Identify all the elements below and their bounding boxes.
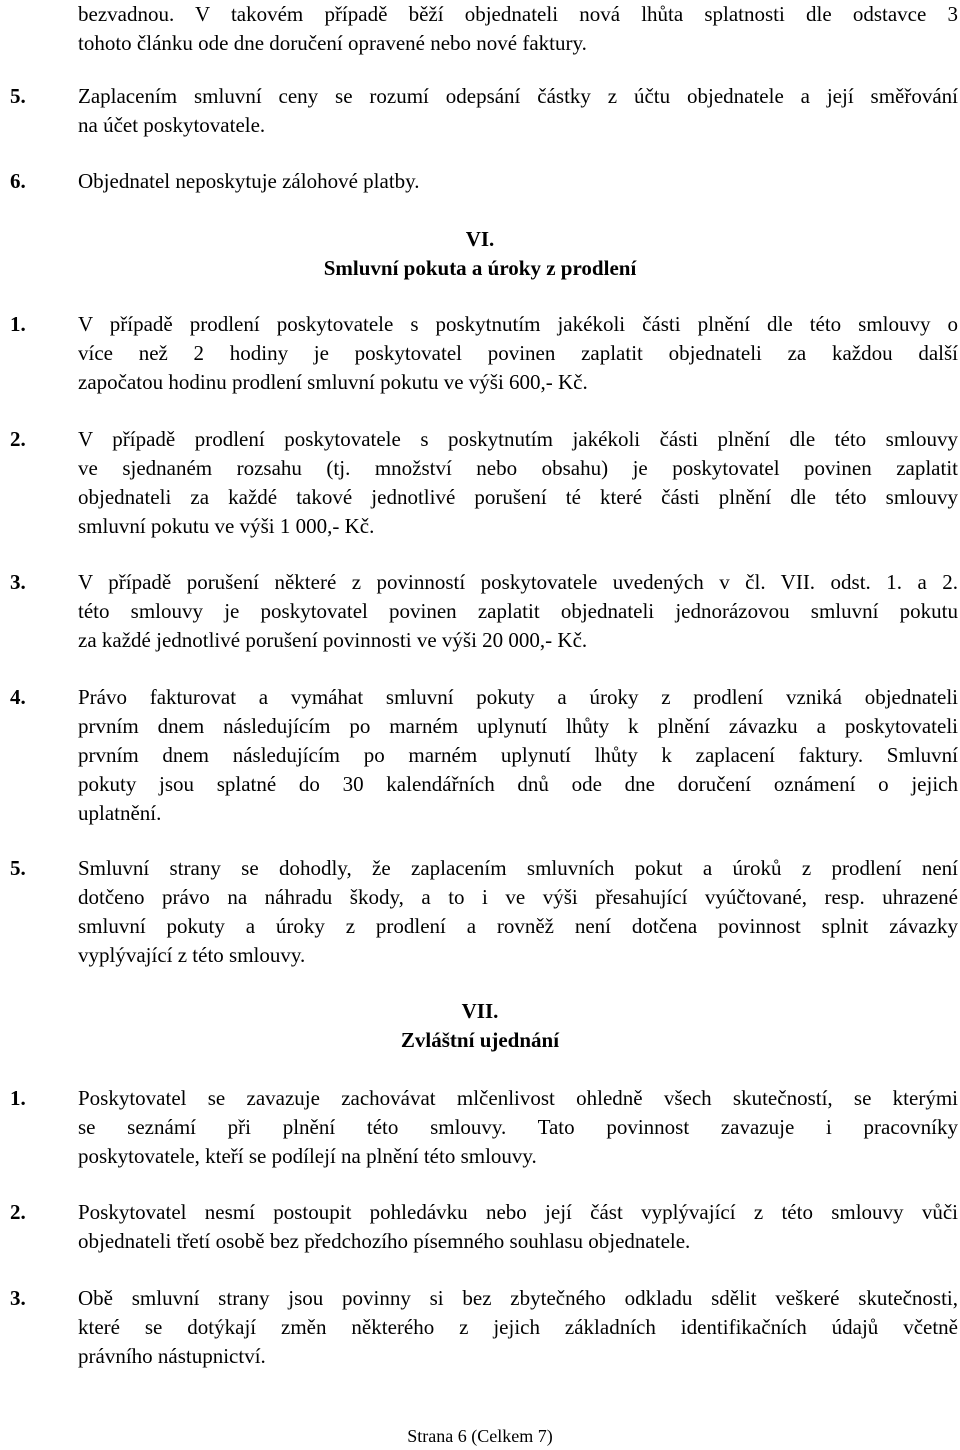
text-line: za každé jednotlivé porušení povinnosti ve výši 20 000,- Kč. [78, 628, 588, 652]
text-line: Smluvní strany se dohodly, že zaplacením smluvních pokut a úroků z prodlení není [78, 856, 958, 880]
text-line: prvním dnem následujícím po marném uplynutí lhůty k zaplacení faktury. Smluvní [78, 743, 958, 767]
item-number: 1. [10, 1086, 26, 1110]
item-number: 1. [10, 312, 26, 336]
text-line: smluvní pokutu ve výši 1 000,- Kč. [78, 514, 375, 538]
text-line: ve sjednaném rozsahu (tj. množství nebo obsahu) je poskytovatel povinen zaplatit [78, 456, 958, 480]
text-line: dotčeno právo na náhradu škody, a to i ve výši přesahující vyúčtované, resp. uhrazené [78, 885, 958, 909]
section-vii-number: VII. [461, 999, 499, 1023]
text-line: které se dotýkají změn některého z jejich základních identifikačních údajů včetně [78, 1315, 958, 1339]
text-line: uplatnění. [78, 801, 162, 825]
item-number: 2. [10, 427, 26, 451]
text-line: Právo fakturovat a vymáhat smluvní pokuty a úroky z prodlení vzniká objednateli [78, 685, 958, 709]
item-number: 3. [10, 1286, 26, 1310]
text-line: Poskytovatel se zavazuje zachovávat mlčenlivost ohledně všech skutečností, se kterými [78, 1086, 958, 1110]
text-line: smluvní pokuty a úroky z prodlení a rovněž není dotčena povinnost splnit závazky [78, 914, 958, 938]
text-line: Zaplacením smluvní ceny se rozumí odepsání částky z účtu objednatele a její směřování [78, 84, 958, 108]
text-line: objednateli třetí osobě bez předchozího písemného souhlasu objednatele. [78, 1229, 691, 1253]
item-number: 5. [10, 84, 26, 108]
page-footer: Strana 6 (Celkem 7) [407, 1426, 553, 1446]
item-number: 3. [10, 570, 26, 594]
text-line: právního nástupnictví. [78, 1344, 266, 1368]
text-line: bezvadnou. V takovém případě běží objednateli nová lhůta splatnosti dle odstavce 3 [78, 2, 958, 26]
section-vii-title: Zvláštní ujednání [400, 1028, 560, 1052]
text-line: Objednatel neposkytuje zálohové platby. [78, 169, 420, 193]
section-vi-title: Smluvní pokuta a úroky z prodlení [323, 256, 637, 280]
item-number: 4. [10, 685, 26, 709]
section-vi-number: VI. [465, 227, 495, 251]
text-line: Poskytovatel nesmí postoupit pohledávku nebo její část vyplývající z této smlouvy vůči [78, 1200, 958, 1224]
text-line: objednateli za každé takové jednotlivé porušení té které části plnění dle této smlouvy [78, 485, 958, 509]
item-number: 6. [10, 169, 26, 193]
text-line: prvním dnem následujícím po marném uplynutí lhůty k plnění závazku a poskytovateli [78, 714, 958, 738]
text-line: se seznámí při plnění této smlouvy. Tato povinnost zavazuje i pracovníky [78, 1115, 958, 1139]
text-line: pokuty jsou splatné do 30 kalendářních dnů ode dne doručení oznámení o jejich [78, 772, 958, 796]
text-line: započatou hodinu prodlení smluvní pokutu ve výši 600,- Kč. [78, 370, 588, 394]
text-line: poskytovatele, kteří se podílejí na plnění této smlouvy. [78, 1144, 537, 1168]
text-line: V případě porušení některé z povinností poskytovatele uvedených v čl. VII. odst. 1. a 2. [78, 570, 958, 594]
text-line: Obě smluvní strany jsou povinny si bez zbytečného odkladu sdělit veškeré skutečnosti, [78, 1286, 958, 1310]
text-line: vyplývající z této smlouvy. [78, 943, 306, 967]
text-line: více než 2 hodiny je poskytovatel povinen zaplatit objednateli za každou další [78, 341, 958, 365]
text-line: na účet poskytovatele. [78, 113, 266, 137]
item-number: 5. [10, 856, 26, 880]
text-line: V případě prodlení poskytovatele s poskytnutím jakékoli části plnění dle této smlouvy [78, 427, 958, 451]
text-line: této smlouvy je poskytovatel povinen zaplatit objednateli jednorázovou smluvní pokutu [78, 599, 958, 623]
text-line: tohoto článku ode dne doručení opravené nebo nové faktury. [78, 31, 587, 55]
item-number: 2. [10, 1200, 26, 1224]
text-line: V případě prodlení poskytovatele s poskytnutím jakékoli části plnění dle této smlouvy o [78, 312, 958, 336]
